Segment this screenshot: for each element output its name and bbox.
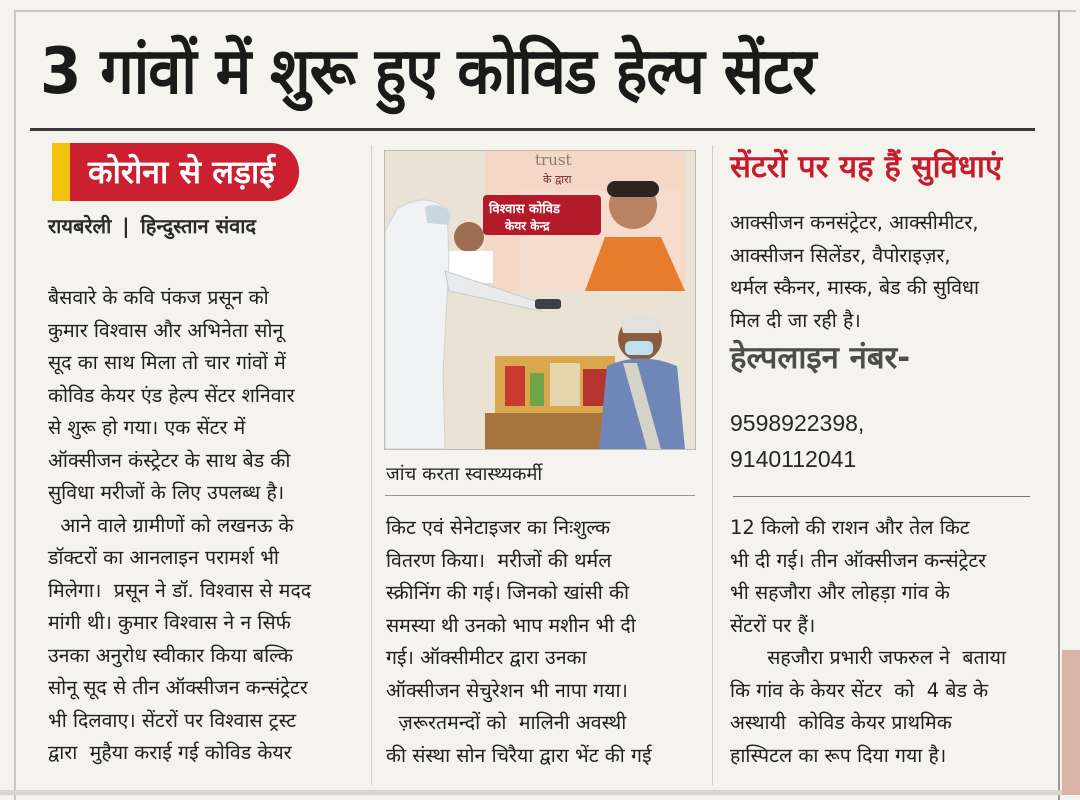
helpline-numbers (730, 405, 864, 477)
article-line: डॉक्टरों का आनलाइन परामर्श भी (48, 546, 279, 569)
byline-place: रायबरेली (48, 214, 112, 238)
frame-top-line (14, 10, 1076, 12)
article-line: मिलेगा। प्रसून ने डॉ. विश्वास से मदद (48, 578, 312, 602)
section-tag-label: कोरोना से लड़ाई (70, 143, 299, 201)
article-line: भी दी गई। तीन ऑक्सीजन कन्संट्रेटर (730, 548, 987, 572)
column-divider (371, 145, 372, 785)
byline-source: हिन्दुस्तान संवाद (140, 214, 257, 238)
article-line: कि गांव के केयर सेंटर को 4 बेड के (730, 678, 989, 702)
facilities-line: थर्मल स्कैनर, मास्क, बेड की सुविधा (730, 276, 980, 299)
article-line: समस्या थी उनको भाप मशीन भी दी (386, 613, 636, 637)
banner-trust-text: trust (535, 151, 572, 169)
article-line: भी दिलवाए। सेंटरों पर विश्वास ट्रस्ट (48, 708, 297, 732)
facilities-box-rule (733, 496, 1030, 497)
article-line: हास्पिटल का रूप दिया गया है। (730, 743, 947, 767)
kit-box-cream (550, 363, 580, 406)
article-line: आने वाले ग्रामीणों को लखनऊ के (48, 513, 294, 537)
byline (48, 212, 256, 239)
article-line: स्क्रीनिंग की गई। जिनको खांसी की (386, 581, 630, 604)
headline-rule (30, 128, 1035, 131)
thermometer-gun (535, 299, 561, 309)
facilities-line: मिल दी जा रही है। (730, 308, 861, 332)
article-line: मांगी थी। कुमार विश्वास ने न सिर्फ (48, 611, 291, 634)
article-column-3 (730, 512, 1050, 772)
article-line: ज़रूरतमन्दों को मालिनी अवस्थी (386, 711, 627, 734)
news-photo (384, 150, 696, 450)
article-line: से शुरू हो गया। एक सेंटर में (48, 416, 246, 439)
banner-main-text: विश्वास कोविड (489, 202, 560, 217)
banner-by-text: के द्वारा (543, 173, 572, 186)
section-tag (52, 143, 299, 201)
article-line: सुविधा मरीजों के लिए उपलब्ध है। (48, 481, 285, 504)
facilities-line: आक्सीजन सिलेंडर, वैपोराइज़र, (730, 243, 951, 267)
photo-caption: जांच करता स्वास्थ्यकर्मी (386, 464, 543, 485)
article-line: भी सहजौरा और लोहड़ा गांव के (730, 581, 950, 604)
article-line: सहजौरा प्रभारी जफरुल ने बताया (730, 646, 1007, 669)
byline-separator: | (122, 214, 130, 238)
frame-left-line (14, 10, 16, 800)
clipping-bottom-edge (0, 790, 1080, 795)
elderly-man-mask (625, 341, 653, 355)
photo-illustration (385, 151, 695, 449)
article-column-2 (386, 512, 698, 772)
banner-sub-text: केयर केन्द्र (505, 219, 550, 233)
article-line: ऑक्सीजन सेचुरेशन भी नापा गया। (386, 678, 628, 702)
sanitizer-bottle (530, 373, 544, 406)
column-divider (712, 145, 713, 785)
article-line: वितरण किया। मरीजों की थर्मल (386, 548, 612, 572)
ppe-suit-worker (385, 200, 449, 449)
caption-rule (385, 495, 695, 496)
article-line: अस्थायी कोविड केयर प्राथमिक (730, 711, 952, 734)
article-line: गई। ऑक्सीमीटर द्वारा उनका (386, 646, 587, 669)
frame-right-line (1058, 10, 1060, 800)
article-line: सेंटरों पर हैं। (730, 613, 816, 637)
article-line: बैसवारे के कवि पंकज प्रसून को (48, 286, 269, 309)
kit-box-red (505, 366, 525, 406)
banner-small-face (454, 222, 484, 252)
article-line: कुमार विश्वास और अभिनेता सोनू (48, 318, 284, 342)
article-line: सोनू सूद से तीन ऑक्सीजन कन्संट्रेटर (48, 676, 308, 699)
helpline-title: हेल्पलाइन नंबर- (730, 340, 911, 376)
banner-portrait-hair (607, 181, 659, 197)
article-line: सूद का साथ मिला तो चार गांवों में (48, 351, 286, 374)
headline: 3 गांवों में शुरू हुए कोविड हेल्प सेंटर (40, 35, 816, 109)
article-line: ऑक्सीजन कंस्ट्रेटर के साथ बेड की (48, 448, 291, 472)
facilities-list (730, 207, 1040, 337)
section-tag-accent (52, 143, 70, 201)
adjacent-clipping-edge (1062, 650, 1080, 795)
facilities-title: सेंटरों पर यह हैं सुविधाएं (730, 149, 1003, 185)
article-line: उनका अनुरोध स्वीकार किया बल्कि (48, 643, 293, 667)
article-line: कोविड केयर एंड हेल्प सेंटर शनिवार (48, 383, 295, 407)
article-line: 12 किलो की राशन और तेल किट (730, 516, 970, 539)
helpline-number: 9598922398, (730, 410, 865, 436)
article-line: द्वारा मुहैया कराई गई कोविड केयर (48, 741, 292, 764)
helpline-number: 9140112041 (730, 446, 857, 472)
article-line: की संस्था सोन चिरैया द्वारा भेंट की गई (386, 743, 652, 767)
facilities-line: आक्सीजन कनसंट्रेटर, आक्सीमीटर, (730, 211, 979, 234)
article-line: किट एवं सेनेटाइजर का निःशुल्क (386, 516, 611, 539)
article-column-1 (48, 282, 368, 770)
